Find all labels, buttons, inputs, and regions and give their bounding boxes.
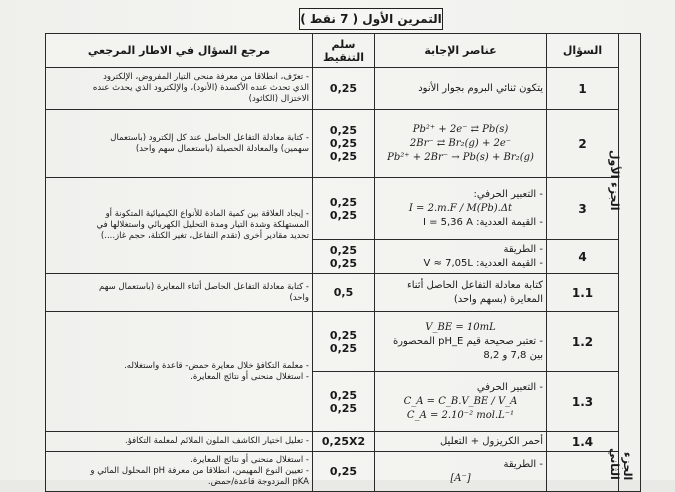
reference-line: - إيجاد العلاقة بين كمية المادة للأنواع الكيميائية المتكونة أو <box>105 209 309 219</box>
half-equation-cathode: Pb²⁺ + 2e⁻ ⇄ Pb(s) <box>412 123 509 135</box>
question-number: 3 <box>547 178 619 240</box>
reference-line: واحد) <box>289 292 309 303</box>
reference-cell <box>46 432 313 452</box>
reference-line: المستهلكة وشدة التيار ومدة التحليل الكهربائي واستغلالها في <box>96 220 309 230</box>
answer-line: - التعبير الحرفي <box>476 381 543 393</box>
points-value: 0,25 <box>329 465 358 478</box>
concentration-value: C_A = 2.10⁻² mol.L⁻¹ <box>406 409 515 421</box>
points-cell <box>313 432 375 452</box>
answer-line: - تعتبر صحيحة قيم pH_E المحصورة <box>392 335 543 347</box>
current-formula: I = 2.m.F / M(Pb).Δt <box>408 202 513 214</box>
points-value: 0,25X2 <box>321 435 366 448</box>
half-equation-anode: 2Br⁻ ⇄ Br₂(g) + 2e⁻ <box>409 137 512 149</box>
reference-cell <box>46 452 313 492</box>
grading-table <box>45 33 641 492</box>
points-value: 0,25 <box>329 82 358 95</box>
answer-line: - الطريقة <box>503 243 543 255</box>
reference-line: - استغلال منحنى أو نتائج المعايرة. <box>190 455 309 465</box>
header-question: السؤال <box>547 34 619 68</box>
answer-cell <box>375 274 547 312</box>
answer-cell <box>375 372 547 432</box>
table-row <box>46 274 641 312</box>
points-value: 0,25 <box>329 137 358 150</box>
reference-line: - تعيين النوع المهيمن، انطلاقا من معرفة pH المحلول المائي و <box>90 466 309 476</box>
question-number: 1.1 <box>547 274 619 312</box>
answer-cell <box>375 240 547 274</box>
reference-line: الذي تحدث عنده الأكسدة (الأنود)، والإلكترود الذي يحدث عنده <box>92 83 309 93</box>
points-value: 0,25 <box>329 208 358 222</box>
overall-equation: Pb²⁺ + 2Br⁻ → Pb(s) + Br₂(g) <box>387 151 534 163</box>
points-value: 0,25 <box>329 195 358 209</box>
reference-cell <box>46 274 313 312</box>
answer-line: - القيمة العددية: I = 5,36 A <box>422 216 543 228</box>
table-row <box>46 452 641 492</box>
points-value: 0,25 <box>329 388 358 402</box>
reference-line: - تعليل اختيار الكاشف الملون الملائم لمعلمة التكافؤ. <box>125 436 309 446</box>
points-value: 0,25 <box>329 256 358 270</box>
question-number: 1.4 <box>547 432 619 452</box>
question-number: 4 <box>547 240 619 274</box>
points-value: 0,5 <box>333 286 354 299</box>
points-cell <box>313 240 375 274</box>
reference-line: pKA المزدوجة قاعدة/حمض. <box>207 477 309 487</box>
reference-cell <box>46 312 313 432</box>
points-value: 0,25 <box>329 328 358 342</box>
header-reference: مرجع السؤال في الاطار المرجعي <box>46 34 313 68</box>
answer-line: كتابة معادلة التفاعل الحاصل أثناء <box>407 279 543 291</box>
points-cell <box>313 68 375 110</box>
table-row <box>46 432 641 452</box>
points-cell <box>313 178 375 240</box>
exercise-title: التمرين الأول ( 7 نقط ) <box>299 8 443 30</box>
answer-line: - القيمة العددية: V ≈ 7,05L <box>423 257 543 269</box>
answer-line: يتكون ثنائي البروم بجوار الأنود <box>418 82 543 94</box>
reference-line: سهمين) والمعادلة الحصيلة (باستعمال سهم واحد) <box>135 143 309 154</box>
answer-cell <box>375 68 547 110</box>
reference-cell <box>46 178 313 274</box>
reference-line: - معلمة التكافؤ خلال معايرة حمض- قاعدة واستغلاله. <box>124 360 309 371</box>
points-value: 0,25 <box>329 401 358 415</box>
answer-line: أحمر الكريزول + التعليل <box>439 435 543 447</box>
answer-line: [A⁻] <box>450 472 471 484</box>
question-number: 1 <box>547 68 619 110</box>
points-cell <box>313 274 375 312</box>
table-row <box>46 312 641 372</box>
points-value: 0,25 <box>329 124 358 137</box>
reference-cell <box>46 110 313 178</box>
question-number: 1.2 <box>547 312 619 372</box>
reference-line: - كتابة معادلة التفاعل الحاصل أثناء المعايرة (باستعمال سهم <box>99 281 309 292</box>
points-cell <box>313 312 375 372</box>
question-number: 2 <box>547 110 619 178</box>
answer-line: - التعبير الحرفي: <box>473 188 543 200</box>
question-number: 1.3 <box>547 372 619 432</box>
answer-line: - الطريقة <box>503 458 543 470</box>
table-row <box>46 68 641 110</box>
reference-cell <box>46 68 313 110</box>
reference-line: - كتابة معادلة التفاعل الحاصل عند كل إلكترود (باستعمال <box>110 132 309 143</box>
table-row <box>46 110 641 178</box>
points-value: 0,25 <box>329 243 358 257</box>
reference-line: تحديد مقادير أخرى (تقدم التفاعل، تغير الكتلة، حجم غاز....) <box>100 231 309 241</box>
reference-line: - استغلال منحنى أو نتائج المعايرة. <box>190 371 309 382</box>
concentration-formula: C_A = C_B.V_BE / V_A <box>403 395 518 407</box>
reference-line: الاختزال (الكاثود) <box>248 94 309 104</box>
points-value: 0,25 <box>329 150 358 163</box>
points-value: 0,25 <box>329 341 358 355</box>
reference-line: - تعرّف، انطلاقا من معرفة منحى التيار المفروض، الإلكترود <box>103 72 309 82</box>
answer-cell <box>375 452 547 492</box>
section-label-part2: الجزء الثاني <box>608 448 634 480</box>
points-cell <box>313 452 375 492</box>
answer-line: بين 7,8 و 8,2 <box>483 349 543 361</box>
section-label-part1: الجزء الأول <box>608 150 621 211</box>
header-points: سلم التنقيط <box>313 34 375 68</box>
equivalence-volume: V_BE = 10mL <box>425 321 496 333</box>
points-cell <box>313 372 375 432</box>
answer-cell <box>375 110 547 178</box>
header-answer: عناصر الإجابة <box>375 34 547 68</box>
table-row <box>46 178 641 240</box>
answer-cell <box>375 312 547 372</box>
answer-line: المعايرة (بسهم واحد) <box>453 293 543 305</box>
answer-cell <box>375 432 547 452</box>
header-row <box>46 34 641 68</box>
answer-cell <box>375 178 547 240</box>
points-cell <box>313 110 375 178</box>
